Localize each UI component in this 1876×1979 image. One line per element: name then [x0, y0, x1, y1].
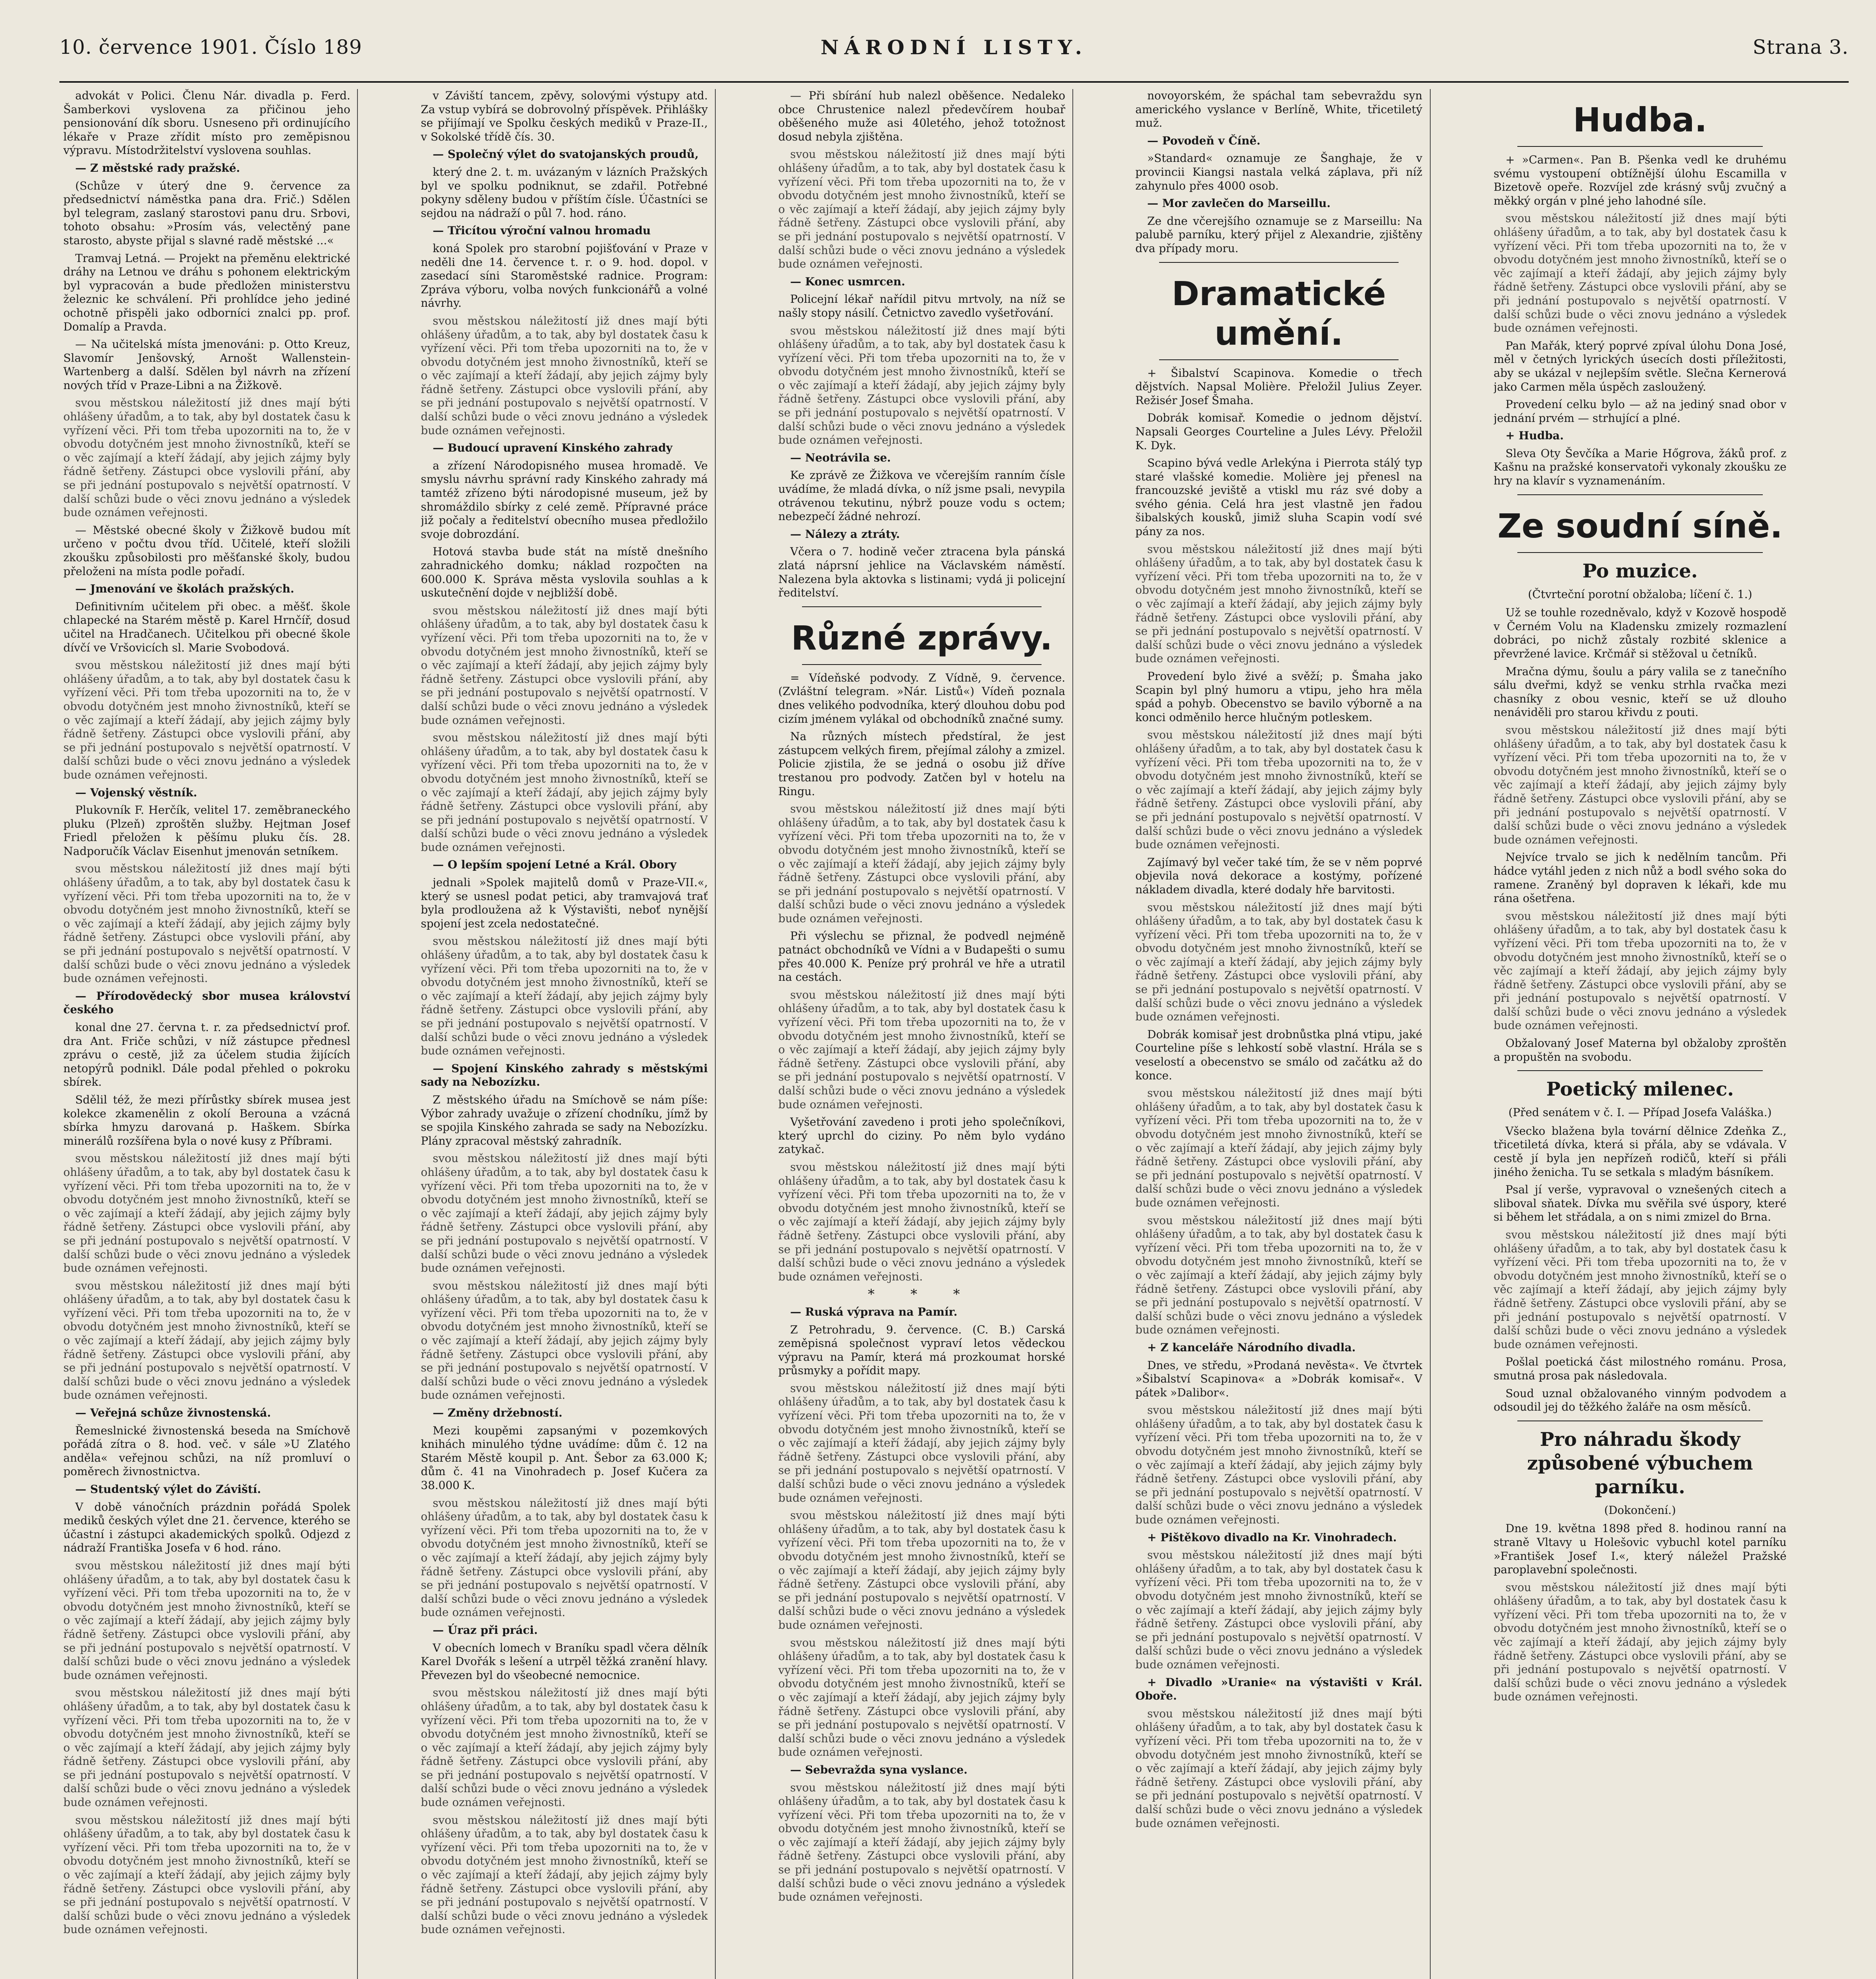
article-heading: — Mor zavlečen do Marseillu.	[1147, 197, 1331, 210]
article-paragraph: svou městskou náležitostí již dnes mají býti ohlášeny úřadům, a to tak, aby byl dostatek času k vyřízení věci. Při tom třeba upozorniti na to, že v obvodu dotyčném jest mnoho živnostníků, kteří se o věc zajímají a kteří žádají, aby jejich zájmy byly řádně šetřeny. Zástupci obce vyslovili přání, aby se při jednání postupovalo s největší opatrností. V další schůzi bude o věci znovu jednáno a výsledek bude oznámen veřejnosti.	[1135, 1548, 1422, 1671]
article-paragraph: konal dne 27. června t. r. za předsednictví prof. dra Ant. Friče schůzi, v níž zástupce přednesl zprávu o cestě, již za účelem studia žijících netopýrů podnikl. Dále podal přehled o pokroku sbírek.	[63, 1021, 350, 1089]
section-rule	[1517, 494, 1763, 495]
article-paragraph: Mezi koupěmi zapsanými v pozemkových knihách minulého týdne uvádíme: dům č. 12 na Starém Městě koupil p. Ant. Šebor za 63.000 K; dům č. 41 na Vinohradech p. Josef Kučera za 38.000 K.	[421, 1424, 708, 1492]
section-rule	[1517, 1070, 1763, 1071]
article-paragraph: svou městskou náležitostí již dnes mají býti ohlášeny úřadům, a to tak, aby byl dostatek času k vyřízení věci. Při tom třeba upozorniti na to, že v obvodu dotyčném jest mnoho živnostníků, kteří se o věc zajímají a kteří žádají, aby jejich zájmy byly řádně šetřeny. Zástupci obce vyslovili přání, aby se při jednání postupovalo s největší opatrností. V další schůzi bude o věci znovu jednáno a výsledek bude oznámen veřejnosti.	[778, 1160, 1065, 1283]
article-paragraph: (Schůze v úterý dne 9. července za předsednictví náměstka pana dra. Frič.) Sdělen byl telegram, zaslaný starostovi panu dru. Srbovi, tohoto obsahu: »Prosím vás, velectěný pane starosto, abyste přijal s slavné radě městské ...«	[63, 179, 350, 247]
article-heading: — Společný výlet do svatojanských proudů,	[433, 148, 699, 161]
column-divider	[357, 89, 358, 1979]
article-heading: — Spojení Kinského zahrady s městskými sady na Nebozízku.	[421, 1062, 708, 1089]
article-paragraph: svou městskou náležitostí již dnes mají býti ohlášeny úřadům, a to tak, aby byl dostatek času k vyřízení věci. Při tom třeba upozorniti na to, že v obvodu dotyčném jest mnoho živnostníků, kteří se o věc zajímají a kteří žádají, aby jejich zájmy byly řádně šetřeny. Zástupci obce vyslovili přání, aby se při jednání postupovalo s největší opatrností. V další schůzi bude o věci znovu jednáno a výsledek bude oznámen veřejnosti.	[421, 1496, 708, 1619]
article-paragraph: svou městskou náležitostí již dnes mají býti ohlášeny úřadům, a to tak, aby byl dostatek času k vyřízení věci. Při tom třeba upozorniti na to, že v obvodu dotyčném jest mnoho živnostníků, kteří se o věc zajímají a kteří žádají, aby jejich zájmy byly řádně šetřeny. Zástupci obce vyslovili přání, aby se při jednání postupovalo s největší opatrností. V další schůzi bude o věci znovu jednáno a výsledek bude oznámen veřejnosti.	[421, 731, 708, 854]
header-rule	[59, 81, 1849, 83]
article-paragraph: advokát v Polici. Členu Nár. divadla p. Ferd. Šamberkovi vyslovena za přičinou jeho pensionování dík sboru. Usneseno při ordinujícího lékaře v Praze zřídit místo pro zeměpisnou výpravu. Místodržitelství vyslovena souhlas.	[63, 89, 350, 157]
article-paragraph: Tramvaj Letná. — Projekt na přeměnu elektrické dráhy na Letnou ve dráhu s pohonem elektrickým byl vypracován a bude předložen ministerstvu železnic ke schválení. Při prohlídce jeho jediné ochotně přispěli jako odborníci znalci pp. prof. Domalíp a Pravda.	[63, 251, 350, 333]
article-heading: — Ruská výprava na Pamír.	[790, 1305, 958, 1318]
article-heading: + Z kanceláře Národního divadla.	[1147, 1341, 1356, 1354]
article-title-nahrada-skody: Pro náhradu škody způsobené výbuchem parníku.	[1527, 1428, 1753, 1498]
article-paragraph: svou městskou náležitostí již dnes mají býti ohlášeny úřadům, a to tak, aby byl dostatek času k vyřízení věci. Při tom třeba upozorniti na to, že v obvodu dotyčném jest mnoho živnostníků, kteří se o věc zajímají a kteří žádají, aby jejich zájmy byly řádně šetřeny. Zástupci obce vyslovili přání, aby se při jednání postupovalo s největší opatrností. V další schůzi bude o věci znovu jednáno a výsledek bude oznámen veřejnosti.	[421, 1813, 708, 1936]
article-paragraph: svou městskou náležitostí již dnes mají býti ohlášeny úřadům, a to tak, aby byl dostatek času k vyřízení věci. Při tom třeba upozorniti na to, že v obvodu dotyčném jest mnoho živnostníků, kteří se o věc zajímají a kteří žádají, aby jejich zájmy byly řádně šetřeny. Zástupci obce vyslovili přání, aby se při jednání postupovalo s největší opatrností. V další schůzi bude o věci znovu jednáno a výsledek bude oznámen veřejnosti.	[63, 1686, 350, 1809]
article-paragraph: svou městskou náležitostí již dnes mají býti ohlášeny úřadům, a to tak, aby byl dostatek času k vyřízení věci. Při tom třeba upozorniti na to, že v obvodu dotyčném jest mnoho živnostníků, kteří se o věc zajímají a kteří žádají, aby jejich zájmy byly řádně šetřeny. Zástupci obce vyslovili přání, aby se při jednání postupovalo s největší opatrností. V další schůzi bude o věci znovu jednáno a výsledek bude oznámen veřejnosti.	[1494, 909, 1787, 1032]
section-title-ruzne-zpravy: Různé zprávy.	[791, 618, 1053, 657]
article-heading: — O lepším spojení Letné a Král. Obory	[433, 858, 677, 872]
masthead-title: NÁRODNÍ LISTY.	[821, 36, 1087, 59]
section-rule	[1159, 262, 1399, 263]
article-paragraph: Všecko blažena byla tovární dělnice Zdeňka Z., třicetiletá dívka, která si přála, aby se vdávala. V cestě jí byla jen nepřízeň rodičů, kteří si přáli jiného ženicha. Tu se setkala s mladým básníkem.	[1494, 1124, 1787, 1179]
column-4	[1135, 89, 1422, 1979]
article-paragraph: svou městskou náležitostí již dnes mají býti ohlášeny úřadům, a to tak, aby byl dostatek času k vyřízení věci. Při tom třeba upozorniti na to, že v obvodu dotyčném jest mnoho živnostníků, kteří se o věc zajímají a kteří žádají, aby jejich zájmy byly řádně šetřeny. Zástupci obce vyslovili přání, aby se při jednání postupovalo s největší opatrností. V další schůzi bude o věci znovu jednáno a výsledek bude oznámen veřejnosti.	[1494, 212, 1787, 335]
article-paragraph: »Standard« oznamuje ze Šanghaje, že v provincii Kiangsi nastala velká záplava, při níž zahynulo přes 4000 osob.	[1135, 152, 1422, 192]
article-heading: — Přírodovědecký sbor musea království českého	[63, 989, 350, 1016]
article-heading: — Vojenský věstník.	[75, 786, 197, 799]
article-paragraph: Včera o 7. hodině večer ztracena byla pánská zlatá náprsní jehlice na Václavském náměstí. Nalezena byla aktovka s listinami; vydá ji policejní ředitelství.	[778, 545, 1065, 600]
article-paragraph: Obžalovaný Josef Materna byl obžaloby zproštěn a propuštěn na svobodu.	[1494, 1037, 1787, 1064]
article-paragraph: Nejvíce trvalo se jich k nedělním tancům. Při hádce vytáhl jeden z nich nůž a bodl svého soka do ramene. Zraněný byl dopraven k lékaři, kde mu rána ošetřena.	[1494, 851, 1787, 905]
article-heading: + Pištěkovo divadlo na Kr. Vinohradech.	[1147, 1531, 1397, 1544]
article-heading: — Změny držebností.	[433, 1406, 563, 1420]
article-paragraph: svou městskou náležitostí již dnes mají býti ohlášeny úřadům, a to tak, aby byl dostatek času k vyřízení věci. Při tom třeba upozorniti na to, že v obvodu dotyčném jest mnoho živnostníků, kteří se o věc zajímají a kteří žádají, aby jejich zájmy byly řádně šetřeny. Zástupci obce vyslovili přání, aby se při jednání postupovalo s největší opatrností. V další schůzi bude o věci znovu jednáno a výsledek bude oznámen veřejnosti.	[778, 1381, 1065, 1504]
article-heading: — Jmenování ve školách pražských.	[75, 582, 295, 596]
column-5	[1494, 89, 1787, 1979]
article-paragraph: Zajímavý byl večer také tím, že se v něm poprvé objevila nová dekorace a kostýmy, pořízené nákladem divadla, které dodaly hře barvitosti.	[1135, 855, 1422, 896]
article-paragraph: Sleva Oty Ševčíka a Marie Hőgrova, žáků prof. z Kašnu na pražské konservatoři vykonaly zkoušku ze hry na klavír s vyznamenáním.	[1494, 446, 1787, 488]
section-title-hudba: Hudba.	[1573, 101, 1707, 139]
article-title-po-muzice: Po muzice.	[1582, 560, 1698, 582]
article-paragraph: Provedení celku bylo — až na jediný snad obor v jednání prvém — strhující a plné.	[1494, 398, 1787, 425]
article-paragraph: Řemeslnické živnostenská beseda na Smíchově pořádá zítra o 8. hod. več. v sále »U Zlatého anděla« veřejnou schůzi, na níž promluví o poměrech živnostnictva.	[63, 1424, 350, 1478]
article-paragraph: svou městskou náležitostí již dnes mají býti ohlášeny úřadům, a to tak, aby byl dostatek času k vyřízení věci. Při tom třeba upozorniti na to, že v obvodu dotyčném jest mnoho živnostníků, kteří se o věc zajímají a kteří žádají, aby jejich zájmy byly řádně šetřeny. Zástupci obce vyslovili přání, aby se při jednání postupovalo s největší opatrností. V další schůzi bude o věci znovu jednáno a výsledek bude oznámen veřejnosti.	[421, 604, 708, 727]
article-paragraph: Na různých místech předstíral, že jest zástupcem velkých firem, přejímal zálohy a zmizel. Policie zjistila, že se jedná o osobu již dříve trestanou pro podvody. Zatčen byl v hotelu na Ringu.	[778, 730, 1065, 798]
article-paragraph: Dne 19. května 1898 před 8. hodinou ranní na straně Vltavy u Holešovic vybuchl kotel parníku »František Josef I.«, který náležel Pražské paroplavební společnosti.	[1494, 1522, 1787, 1576]
article-heading: — Nálezy a ztráty.	[790, 527, 900, 541]
article-paragraph: svou městskou náležitostí již dnes mají býti ohlášeny úřadům, a to tak, aby byl dostatek času k vyřízení věci. Při tom třeba upozorniti na to, že v obvodu dotyčném jest mnoho živnostníků, kteří se o věc zajímají a kteří žádají, aby jejich zájmy byly řádně šetřeny. Zástupci obce vyslovili přání, aby se při jednání postupovalo s největší opatrností. V další schůzi bude o věci znovu jednáno a výsledek bude oznámen veřejnosti.	[63, 1559, 350, 1682]
column-3	[778, 89, 1065, 1979]
article-note: (Před senátem v č. I. — Případ Josefa Valáška.)	[1508, 1106, 1772, 1119]
article-paragraph: svou městskou náležitostí již dnes mají býti ohlášeny úřadům, a to tak, aby byl dostatek času k vyřízení věci. Při tom třeba upozorniti na to, že v obvodu dotyčném jest mnoho živnostníků, kteří se o věc zajímají a kteří žádají, aby jejich zájmy byly řádně šetřeny. Zástupci obce vyslovili přání, aby se při jednání postupovalo s největší opatrností. V další schůzi bude o věci znovu jednáno a výsledek bude oznámen veřejnosti.	[778, 148, 1065, 271]
section-rule	[802, 606, 1042, 607]
section-rule	[1159, 359, 1399, 360]
article-title-poeticky-milenec: Poetický milenec.	[1546, 1078, 1734, 1101]
article-paragraph: Dobrák komisař jest drobnůstka plná vtipu, jaké Courteline píše s lehkostí sobě vlastní. Hrála se s veselostí a obecenstvo se smálo od začátku až do konce.	[1135, 1027, 1422, 1082]
article-paragraph: svou městskou náležitostí již dnes mají býti ohlášeny úřadům, a to tak, aby byl dostatek času k vyřízení věci. Při tom třeba upozorniti na to, že v obvodu dotyčném jest mnoho živnostníků, kteří se o věc zajímají a kteří žádají, aby jejich zájmy byly řádně šetřeny. Zástupci obce vyslovili přání, aby se při jednání postupovalo s největší opatrností. V další schůzi bude o věci znovu jednáno a výsledek bude oznámen veřejnosti.	[63, 396, 350, 519]
article-paragraph: svou městskou náležitostí již dnes mají býti ohlášeny úřadům, a to tak, aby byl dostatek času k vyřízení věci. Při tom třeba upozorniti na to, že v obvodu dotyčném jest mnoho živnostníků, kteří se o věc zajímají a kteří žádají, aby jejich zájmy byly řádně šetřeny. Zástupci obce vyslovili přání, aby se při jednání postupovalo s největší opatrností. V další schůzi bude o věci znovu jednáno a výsledek bude oznámen veřejnosti.	[63, 659, 350, 781]
section-separator-stars: * * *	[868, 1286, 976, 1303]
article-paragraph: svou městskou náležitostí již dnes mají býti ohlášeny úřadům, a to tak, aby byl dostatek času k vyřízení věci. Při tom třeba upozorniti na to, že v obvodu dotyčném jest mnoho živnostníků, kteří se o věc zajímají a kteří žádají, aby jejich zájmy byly řádně šetřeny. Zástupci obce vyslovili přání, aby se při jednání postupovalo s největší opatrností. V další schůzi bude o věci znovu jednáno a výsledek bude oznámen veřejnosti.	[421, 314, 708, 437]
column-divider	[715, 89, 716, 1979]
article-paragraph: svou městskou náležitostí již dnes mají býti ohlášeny úřadům, a to tak, aby byl dostatek času k vyřízení věci. Při tom třeba upozorniti na to, že v obvodu dotyčném jest mnoho živnostníků, kteří se o věc zajímají a kteří žádají, aby jejich zájmy byly řádně šetřeny. Zástupci obce vyslovili přání, aby se při jednání postupovalo s největší opatrností. V další schůzi bude o věci znovu jednáno a výsledek bude oznámen veřejnosti.	[421, 1686, 708, 1809]
article-heading: — Konec usmrcen.	[790, 275, 905, 288]
article-paragraph: svou městskou náležitostí již dnes mají býti ohlášeny úřadům, a to tak, aby byl dostatek času k vyřízení věci. Při tom třeba upozorniti na to, že v obvodu dotyčném jest mnoho živnostníků, kteří se o věc zajímají a kteří žádají, aby jejich zájmy byly řádně šetřeny. Zástupci obce vyslovili přání, aby se při jednání postupovalo s největší opatrností. V další schůzi bude o věci znovu jednáno a výsledek bude oznámen veřejnosti.	[1135, 1404, 1422, 1527]
article-paragraph: svou městskou náležitostí již dnes mají býti ohlášeny úřadům, a to tak, aby byl dostatek času k vyřízení věci. Při tom třeba upozorniti na to, že v obvodu dotyčném jest mnoho živnostníků, kteří se o věc zajímají a kteří žádají, aby jejich zájmy byly řádně šetřeny. Zástupci obce vyslovili přání, aby se při jednání postupovalo s největší opatrností. V další schůzi bude o věci znovu jednáno a výsledek bude oznámen veřejnosti.	[1135, 728, 1422, 851]
article-paragraph: svou městskou náležitostí již dnes mají býti ohlášeny úřadům, a to tak, aby byl dostatek času k vyřízení věci. Při tom třeba upozorniti na to, že v obvodu dotyčném jest mnoho živnostníků, kteří se o věc zajímají a kteří žádají, aby jejich zájmy byly řádně šetřeny. Zástupci obce vyslovili přání, aby se při jednání postupovalo s největší opatrností. V další schůzi bude o věci znovu jednáno a výsledek bude oznámen veřejnosti.	[63, 1152, 350, 1275]
article-paragraph: Pan Mařák, který poprvé zpíval úlohu Dona José, měl v četných lyrických úsecích dosti příležitosti, aby se ukázal v nejlepším světle. Slečna Kernerová jako Carmen měla úspěch zasloužený.	[1494, 339, 1787, 393]
section-rule	[1517, 146, 1763, 147]
article-heading: — Povodeň v Číně.	[1147, 134, 1261, 147]
article-paragraph: svou městskou náležitostí již dnes mají býti ohlášeny úřadům, a to tak, aby byl dostatek času k vyřízení věci. Při tom třeba upozorniti na to, že v obvodu dotyčném jest mnoho živnostníků, kteří se o věc zajímají a kteří žádají, aby jejich zájmy byly řádně šetřeny. Zástupci obce vyslovili přání, aby se při jednání postupovalo s největší opatrností. V další schůzi bude o věci znovu jednáno a výsledek bude oznámen veřejnosti.	[63, 1813, 350, 1936]
article-heading: — Úraz při práci.	[433, 1623, 538, 1637]
article-heading: — Studentský výlet do Záviští.	[75, 1483, 261, 1496]
article-paragraph: svou městskou náležitostí již dnes mají býti ohlášeny úřadům, a to tak, aby byl dostatek času k vyřízení věci. Při tom třeba upozorniti na to, že v obvodu dotyčném jest mnoho živnostníků, kteří se o věc zajímají a kteří žádají, aby jejich zájmy byly řádně šetřeny. Zástupci obce vyslovili přání, aby se při jednání postupovalo s největší opatrností. V další schůzi bude o věci znovu jednáno a výsledek bude oznámen veřejnosti.	[778, 802, 1065, 925]
article-paragraph: svou městskou náležitostí již dnes mají býti ohlášeny úřadům, a to tak, aby byl dostatek času k vyřízení věci. Při tom třeba upozorniti na to, že v obvodu dotyčném jest mnoho živnostníků, kteří se o věc zajímají a kteří žádají, aby jejich zájmy byly řádně šetřeny. Zástupci obce vyslovili přání, aby se při jednání postupovalo s největší opatrností. V další schůzi bude o věci znovu jednáno a výsledek bude oznámen veřejnosti.	[63, 1279, 350, 1402]
article-paragraph: Z městského úřadu na Smíchově se nám píše: Výbor zahrady uvažuje o zřízení chodníku, jímž by se spojila Kinského zahrada se sady na Nebozízku. Plány zpracoval městský zahradník.	[421, 1093, 708, 1147]
article-paragraph: svou městskou náležitostí již dnes mají býti ohlášeny úřadům, a to tak, aby byl dostatek času k vyřízení věci. Při tom třeba upozorniti na to, že v obvodu dotyčném jest mnoho živnostníků, kteří se o věc zajímají a kteří žádají, aby jejich zájmy byly řádně šetřeny. Zástupci obce vyslovili přání, aby se při jednání postupovalo s největší opatrností. V další schůzi bude o věci znovu jednáno a výsledek bude oznámen veřejnosti.	[421, 1152, 708, 1275]
article-paragraph: a zřízení Národopisného musea hromadě. Ve smyslu návrhu správní rady Kinského zahrady má tamtéž zřízeno býti národopisné museum, jež by shromáždilo sbírky z celé země. Přípravné práce již počaly a ředitelství obecního musea předložilo svoje dobrozdání.	[421, 459, 708, 541]
article-paragraph: svou městskou náležitostí již dnes mají býti ohlášeny úřadům, a to tak, aby byl dostatek času k vyřízení věci. Při tom třeba upozorniti na to, že v obvodu dotyčném jest mnoho živnostníků, kteří se o věc zajímají a kteří žádají, aby jejich zájmy byly řádně šetřeny. Zástupci obce vyslovili přání, aby se při jednání postupovalo s největší opatrností. V další schůzi bude o věci znovu jednáno a výsledek bude oznámen veřejnosti.	[1494, 1228, 1787, 1351]
article-paragraph: Psal jí verše, vypravoval o vznešených citech a sliboval sňatek. Dívka mu svěřila své úspory, které si během let střádala, a on s nimi zmizel do Brna.	[1494, 1183, 1787, 1224]
article-paragraph: Policejní lékař nařídil pitvu mrtvoly, na níž se našly stopy násilí. Četnictvo zavedlo vyšetřování.	[778, 292, 1065, 319]
section-rule	[802, 664, 1042, 665]
article-paragraph: Soud uznal obžalovaného vinným podvodem a odsoudil jej do těžkého žaláře na osm měsíců.	[1494, 1386, 1787, 1414]
article-paragraph: V době vánočních prázdnin pořádá Spolek mediků českých výlet dne 21. července, kterého se účastní i zástupci akademických spolků. Odjezd z nádraží Františka Josefa v 6 hod. ráno.	[63, 1500, 350, 1555]
article-heading: — Veřejná schůze živnostenská.	[75, 1406, 271, 1420]
column-divider	[1430, 89, 1431, 1979]
article-paragraph: svou městskou náležitostí již dnes mají býti ohlášeny úřadům, a to tak, aby byl dostatek času k vyřízení věci. Při tom třeba upozorniti na to, že v obvodu dotyčném jest mnoho živnostníků, kteří se o věc zajímají a kteří žádají, aby jejich zájmy byly řádně šetřeny. Zástupci obce vyslovili přání, aby se při jednání postupovalo s největší opatrností. V další schůzi bude o věci znovu jednáno a výsledek bude oznámen veřejnosti.	[1135, 542, 1422, 665]
article-paragraph: — Městské obecné školy v Žižkově budou mít určeno v počtu dvou tříd. Učitelé, kteří složili zkoušku způsobilosti pro měšťanské školy, budou přeloženi na místa podle pořadí.	[63, 523, 350, 578]
article-paragraph: v Záviští tancem, zpěvy, solovými výstupy atd. Za vstup vybírá se dobrovolný příspěvek. Přihlášky se přijímají ve Spolku českých mediků v Praze-II., v Sokolské třídě čís. 30.	[421, 89, 708, 143]
article-paragraph: Už se touhle rozedněvalo, když v Kozově hospodě v Černém Volu na Kladensku zmizely rozmazlení dobráci, po nichž zůstaly rozbité sklenice a převržené lavice. Krčmář si stěžoval u četníků.	[1494, 606, 1787, 661]
article-paragraph: Pošlal poetická část milostného románu. Prosa, smutná prosa pak následovala.	[1494, 1355, 1787, 1382]
article-paragraph: novoyorském, že spáchal tam sebevraždu syn amerického vyslance v Berlíně, White, třicetiletý muž.	[1135, 89, 1422, 130]
section-rule	[1517, 552, 1763, 553]
article-paragraph: koná Spolek pro starobní pojišťování v Praze v neděli dne 14. července t. r. o 9. hod. dopol. v zasedací síni Staroměstské radnice. Program: Zpráva výboru, volba nových funkcionářů a volné návrhy.	[421, 241, 708, 310]
article-paragraph: svou městskou náležitostí již dnes mají býti ohlášeny úřadům, a to tak, aby byl dostatek času k vyřízení věci. Při tom třeba upozorniti na to, že v obvodu dotyčném jest mnoho živnostníků, kteří se o věc zajímají a kteří žádají, aby jejich zájmy byly řádně šetřeny. Zástupci obce vyslovili přání, aby se při jednání postupovalo s největší opatrností. V další schůzi bude o věci znovu jednáno a výsledek bude oznámen veřejnosti.	[1135, 1214, 1422, 1337]
article-paragraph: Plukovník F. Herčík, velitel 17. zeměbraneckého pluku (Plzeň) zproštěn služby. Hejtman Josef Friedl přeložen k pěšímu pluku čís. 28. Nadporučík Václav Eisenhut jmenován setníkem.	[63, 803, 350, 858]
article-paragraph: Ze dne včerejšího oznamuje se z Marseillu: Na palubě parníku, který přijel z Alexandrie, zjištěny dva případy moru.	[1135, 214, 1422, 255]
section-title-dramaticke-umeni: Dramatické umění.	[1171, 274, 1386, 353]
article-paragraph: svou městskou náležitostí již dnes mají býti ohlášeny úřadům, a to tak, aby byl dostatek času k vyřízení věci. Při tom třeba upozorniti na to, že v obvodu dotyčném jest mnoho živnostníků, kteří se o věc zajímají a kteří žádají, aby jejich zájmy byly řádně šetřeny. Zástupci obce vyslovili přání, aby se při jednání postupovalo s největší opatrností. V další schůzi bude o věci znovu jednáno a výsledek bude oznámen veřejnosti.	[778, 988, 1065, 1111]
article-paragraph: Provedení bylo živé a svěží; p. Šmaha jako Scapin byl plný humoru a vtipu, jeho hra měla spád a pohyb. Obecenstvo se bavilo výborně a na konci odměnilo herce hlučným potleskem.	[1135, 670, 1422, 724]
article-paragraph: + Šibalství Scapinova. Komedie o třech dějstvích. Napsal Molière. Přeložil Julius Zeyer. Režisér Josef Šmaha.	[1135, 366, 1422, 407]
article-paragraph: Dobrák komisař. Komedie o jednom dějství. Napsali Georges Courteline a Jules Lévy. Přeložil K. Dyk.	[1135, 411, 1422, 452]
article-paragraph: Vyšetřování zavedeno i proti jeho společníkovi, který uprchl do ciziny. Po něm bylo vydáno zatykač.	[778, 1115, 1065, 1156]
column-1	[63, 89, 350, 1979]
column-divider	[1072, 89, 1073, 1979]
article-paragraph: svou městskou náležitostí již dnes mají býti ohlášeny úřadům, a to tak, aby byl dostatek času k vyřízení věci. Při tom třeba upozorniti na to, že v obvodu dotyčném jest mnoho živnostníků, kteří se o věc zajímají a kteří žádají, aby jejich zájmy byly řádně šetřeny. Zástupci obce vyslovili přání, aby se při jednání postupovalo s největší opatrností. V další schůzi bude o věci znovu jednáno a výsledek bude oznámen veřejnosti.	[63, 862, 350, 985]
article-paragraph: svou městskou náležitostí již dnes mají býti ohlášeny úřadům, a to tak, aby byl dostatek času k vyřízení věci. Při tom třeba upozorniti na to, že v obvodu dotyčném jest mnoho živnostníků, kteří se o věc zajímají a kteří žádají, aby jejich zájmy byly řádně šetřeny. Zástupci obce vyslovili přání, aby se při jednání postupovalo s největší opatrností. V další schůzi bude o věci znovu jednáno a výsledek bude oznámen veřejnosti.	[778, 324, 1065, 447]
article-note: (Dokončení.)	[1604, 1503, 1676, 1517]
issue-date: 10. července 1901. Číslo 189	[59, 36, 362, 59]
article-paragraph: Hotová stavba bude stát na místě dnešního zahradnického domku; náklad rozpočten na 600.000 K. Správa města vyslovila souhlas a k uskutečnění dojde v nejbližší době.	[421, 545, 708, 600]
article-paragraph: + »Carmen«. Pan B. Pšenka vedl ke druhému svému vystoupení obtížnější úlohu Escamilla v Bizetově opeře. Rozvíjel zde krásný svůj zvučný a měkký orgán v plné jeho lahodné síle.	[1494, 153, 1787, 207]
article-paragraph: Mračna dýmu, šoulu a páry valila se z tanečního sálu dveřmi, když se venku strhla rvačka mezi chasníky z obou vesnic, kteří se už dlouho nenáviděli pro starou křivdu z pouti.	[1494, 665, 1787, 719]
article-heading: — Třicítou výroční valnou hromadu	[433, 224, 651, 237]
article-paragraph: svou městskou náležitostí již dnes mají býti ohlášeny úřadům, a to tak, aby byl dostatek času k vyřízení věci. Při tom třeba upozorniti na to, že v obvodu dotyčném jest mnoho živnostníků, kteří se o věc zajímají a kteří žádají, aby jejich zájmy byly řádně šetřeny. Zástupci obce vyslovili přání, aby se při jednání postupovalo s největší opatrností. V další schůzi bude o věci znovu jednáno a výsledek bude oznámen veřejnosti.	[1135, 1086, 1422, 1209]
article-paragraph: svou městskou náležitostí již dnes mají býti ohlášeny úřadům, a to tak, aby byl dostatek času k vyřízení věci. Při tom třeba upozorniti na to, že v obvodu dotyčném jest mnoho živnostníků, kteří se o věc zajímají a kteří žádají, aby jejich zájmy byly řádně šetřeny. Zástupci obce vyslovili přání, aby se při jednání postupovalo s největší opatrností. V další schůzi bude o věci znovu jednáno a výsledek bude oznámen veřejnosti.	[1494, 1580, 1787, 1704]
article-paragraph: = Vídeňské podvody. Z Vídně, 9. července. (Zvláštní telegram. »Nár. Listů«) Vídeň poznala dnes velikého podvodníka, který dlouhou dobu pod cizím jménem vylákal od obchodníků značné sumy.	[778, 671, 1065, 726]
article-heading: + Divadlo »Uranie« na výstavišti v Král. Oboře.	[1135, 1675, 1422, 1703]
article-paragraph: — Na učitelská místa jmenováni: p. Otto Kreuz, Slavomír Jenšovský, Arnošt Wallenstein-Wartenberg a další. Sdělen byl návrh na zřízení nových tříd v Praze-Libni a na Žižkově.	[63, 338, 350, 392]
article-paragraph: Definitivním učitelem při obec. a měšť. škole chlapecké na Starém městě p. Karel Hrnčíř, dosud učitel na Hradčanech. Učitelkou při obecné škole dívčí ve Vršovicích sl. Marie Svobodová.	[63, 600, 350, 654]
article-paragraph: Sdělil též, že mezi přírůstky sbírek musea jest kolekce zkamenělin z okolí Berouna a vzácná sbírka hmyzu darovaná p. Haškem. Sbírka minerálů rozšířena byla o nové kusy z Příbrami.	[63, 1093, 350, 1147]
article-paragraph: svou městskou náležitostí již dnes mají býti ohlášeny úřadům, a to tak, aby byl dostatek času k vyřízení věci. Při tom třeba upozorniti na to, že v obvodu dotyčném jest mnoho živnostníků, kteří se o věc zajímají a kteří žádají, aby jejich zájmy byly řádně šetřeny. Zástupci obce vyslovili přání, aby se při jednání postupovalo s největší opatrností. V další schůzi bude o věci znovu jednáno a výsledek bude oznámen veřejnosti.	[778, 1781, 1065, 1904]
section-title-ze-soudni-sine: Ze soudní síně.	[1497, 506, 1783, 545]
article-paragraph: svou městskou náležitostí již dnes mají býti ohlášeny úřadům, a to tak, aby byl dostatek času k vyřízení věci. Při tom třeba upozorniti na to, že v obvodu dotyčném jest mnoho živnostníků, kteří se o věc zajímají a kteří žádají, aby jejich zájmy byly řádně šetřeny. Zástupci obce vyslovili přání, aby se při jednání postupovalo s největší opatrností. V další schůzi bude o věci znovu jednáno a výsledek bude oznámen veřejnosti.	[421, 1279, 708, 1402]
article-paragraph: V obecních lomech v Braníku spadl včera dělník Karel Dvořák s lešení a utrpěl těžká zranění hlavy. Převezen byl do všeobecné nemocnice.	[421, 1641, 708, 1682]
article-heading: — Budoucí upravení Kinského zahrady	[433, 441, 673, 455]
article-paragraph: Dnes, ve středu, »Prodaná nevěsta«. Ve čtvrtek »Šibalství Scapinova« a »Dobrák komisař«. V pátek »Dalibor«.	[1135, 1358, 1422, 1399]
article-paragraph: Z Petrohradu, 9. července. (C. B.) Carská zeměpisná společnost vypraví letos vědeckou výpravu na Pamír, která má prozkoumat horské průsmyky a pořídit mapy.	[778, 1323, 1065, 1377]
article-paragraph: Při výslechu se přiznal, že podvedl nejméně patnáct obchodníků ve Vídni a v Budapešti o sumu přes 40.000 K. Peníze prý prohrál ve hře a utratil na cestách.	[778, 929, 1065, 984]
article-paragraph: Scapino bývá vedle Arlekýna i Pierrota stálý typ staré vlašské komedie. Molière jej přenesl na francouzské jeviště a vtiskl mu ráz své doby a svého génia. Celá hra jest vlastně jen řadou šibalských kousků, jimiž sluha Scapin vodí své pány za nos.	[1135, 456, 1422, 538]
article-paragraph: Ke zprávě ze Žižkova ve včerejším ranním čísle uvádíme, že mladá dívka, o níž jsme psali, nevypila otrávenou tekutinu, nýbrž pouze vodu s octem; nebezpečí žádné nehrozí.	[778, 469, 1065, 523]
article-paragraph: jednali »Spolek majitelů domů v Praze-VII.«, který se usnesl podat petici, aby tramvajová trať byla prodloužena až k Výstavišti, neboť nynější spojení jest zcela nedostatečné.	[421, 876, 708, 930]
article-heading: — Sebevražda syna vyslance.	[790, 1763, 968, 1776]
article-note: (Čtvrteční porotní obžaloba; líčení č. 1.)	[1528, 587, 1752, 601]
article-heading: — Z městské rady pražské.	[75, 161, 240, 175]
article-paragraph: svou městskou náležitostí již dnes mají býti ohlášeny úřadům, a to tak, aby byl dostatek času k vyřízení věci. Při tom třeba upozorniti na to, že v obvodu dotyčném jest mnoho živnostníků, kteří se o věc zajímají a kteří žádají, aby jejich zájmy byly řádně šetřeny. Zástupci obce vyslovili přání, aby se při jednání postupovalo s největší opatrností. V další schůzi bude o věci znovu jednáno a výsledek bude oznámen veřejnosti.	[421, 934, 708, 1058]
article-paragraph: svou městskou náležitostí již dnes mají býti ohlášeny úřadům, a to tak, aby byl dostatek času k vyřízení věci. Při tom třeba upozorniti na to, že v obvodu dotyčném jest mnoho živnostníků, kteří se o věc zajímají a kteří žádají, aby jejich zájmy byly řádně šetřeny. Zástupci obce vyslovili přání, aby se při jednání postupovalo s největší opatrností. V další schůzi bude o věci znovu jednáno a výsledek bude oznámen veřejnosti.	[1135, 1707, 1422, 1830]
article-paragraph: svou městskou náležitostí již dnes mají býti ohlášeny úřadům, a to tak, aby byl dostatek času k vyřízení věci. Při tom třeba upozorniti na to, že v obvodu dotyčném jest mnoho živnostníků, kteří se o věc zajímají a kteří žádají, aby jejich zájmy byly řádně šetřeny. Zástupci obce vyslovili přání, aby se při jednání postupovalo s největší opatrností. V další schůzi bude o věci znovu jednáno a výsledek bude oznámen veřejnosti.	[1135, 900, 1422, 1024]
page-number: Strana 3.	[1752, 36, 1849, 59]
page-header	[59, 28, 1849, 75]
article-paragraph: svou městskou náležitostí již dnes mají býti ohlášeny úřadům, a to tak, aby byl dostatek času k vyřízení věci. Při tom třeba upozorniti na to, že v obvodu dotyčném jest mnoho živnostníků, kteří se o věc zajímají a kteří žádají, aby jejich zájmy byly řádně šetřeny. Zástupci obce vyslovili přání, aby se při jednání postupovalo s největší opatrností. V další schůzi bude o věci znovu jednáno a výsledek bude oznámen veřejnosti.	[778, 1509, 1065, 1631]
article-heading: + Hudba.	[1505, 429, 1564, 443]
article-paragraph: — Při sbírání hub nalezl oběšence. Nedaleko obce Chrustenice nalezl předevčírem houbař oběšeného muže asi 40letého, jehož totožnost dosud nebyla zjištěna.	[778, 89, 1065, 143]
column-2	[421, 89, 708, 1979]
article-paragraph: svou městskou náležitostí již dnes mají býti ohlášeny úřadům, a to tak, aby byl dostatek času k vyřízení věci. Při tom třeba upozorniti na to, že v obvodu dotyčném jest mnoho živnostníků, kteří se o věc zajímají a kteří žádají, aby jejich zájmy byly řádně šetřeny. Zástupci obce vyslovili přání, aby se při jednání postupovalo s největší opatrností. V další schůzi bude o věci znovu jednáno a výsledek bude oznámen veřejnosti.	[1494, 724, 1787, 846]
article-paragraph: který dne 2. t. m. uvázaným v lázních Pražských byl ve spolku podniknut, se zdařil. Potřebné pokyny sděleny budou v příštím čísle. Účastníci se sejdou na nádraží o půl 7. hod. ráno.	[421, 165, 708, 220]
article-paragraph: svou městskou náležitostí již dnes mají býti ohlášeny úřadům, a to tak, aby byl dostatek času k vyřízení věci. Při tom třeba upozorniti na to, že v obvodu dotyčném jest mnoho živnostníků, kteří se o věc zajímají a kteří žádají, aby jejich zájmy byly řádně šetřeny. Zástupci obce vyslovili přání, aby se při jednání postupovalo s největší opatrností. V další schůzi bude o věci znovu jednáno a výsledek bude oznámen veřejnosti.	[778, 1636, 1065, 1759]
article-heading: — Neotrávila se.	[790, 451, 891, 464]
